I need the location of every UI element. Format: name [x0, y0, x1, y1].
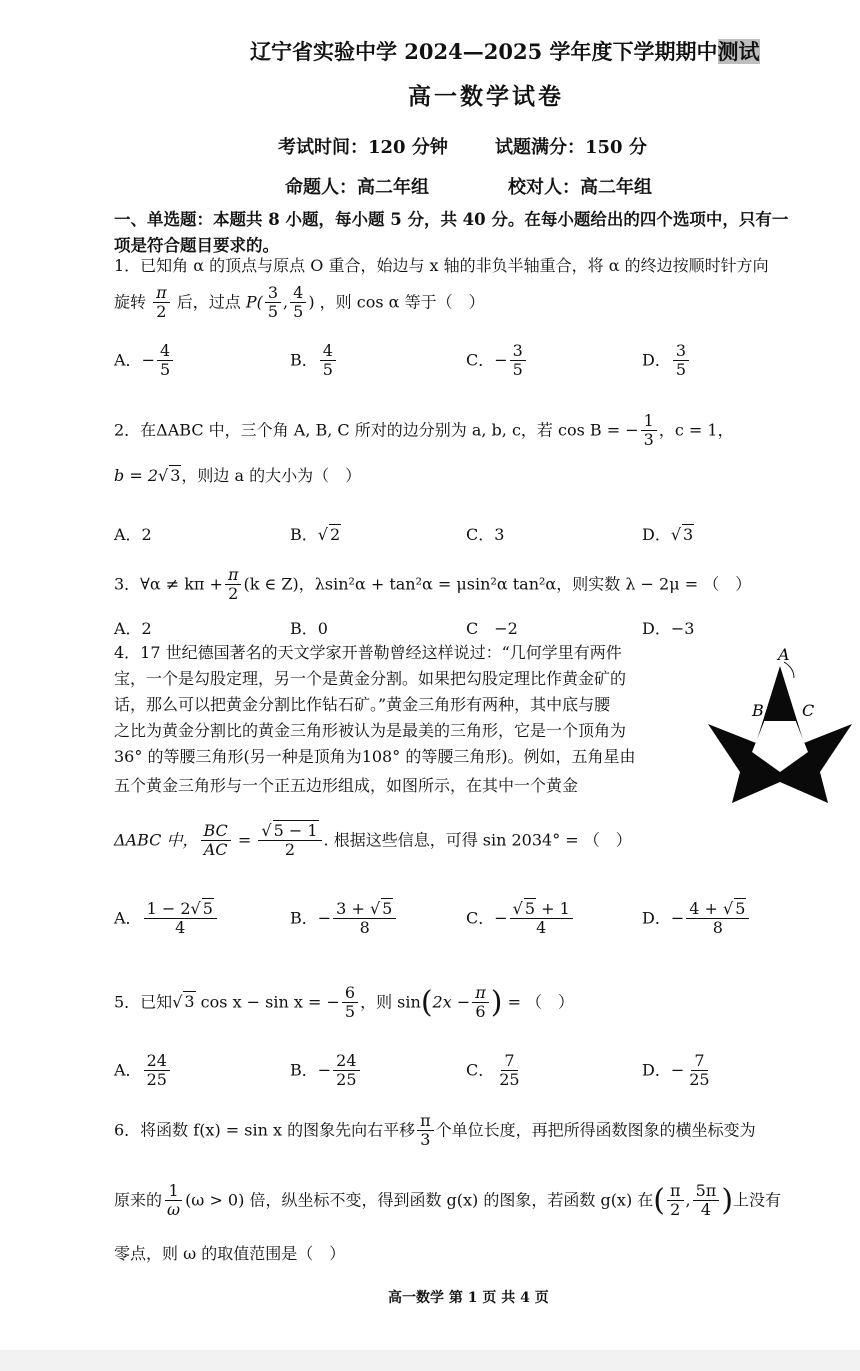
- q3-frac-pi-2: $\frac{\pi}{2}$: [225, 566, 242, 604]
- radicand: 5: [382, 899, 393, 918]
- frac: $\frac{3 + √ 5}{8}$: [333, 900, 396, 938]
- q2-text-ask: ，则边 a 的大小为（ ）: [181, 466, 362, 485]
- author: 命题人：高二年组: [285, 177, 429, 198]
- q4-line-1: 4．17 世纪德国著名的天文学家开普勒曾经这样说过：“几何学里有两件: [114, 643, 622, 662]
- q2-cosb: cos B = −: [558, 420, 639, 440]
- label-a: A: [778, 645, 790, 664]
- q2-frac-1-3: $\frac{1}{3}$: [641, 412, 657, 450]
- expr: 3 +: [336, 899, 370, 918]
- bottom-strip: [0, 1350, 860, 1371]
- sqrt-sign: √: [512, 899, 523, 918]
- q3-text-b: (k ∈ Z)，λsin²α + tan²α = μsin²α tan²α，则实数 λ − 2μ = （ ）: [243, 574, 752, 594]
- frac: $\frac{24}{25}$: [144, 1052, 170, 1090]
- proofreader: 校对人：高二年组: [508, 177, 652, 198]
- frac: $\frac{7}{25}$: [689, 1051, 710, 1090]
- q4-option-d[interactable]: [642, 900, 751, 938]
- section-heading-line2: 项是符合题目要求的。: [114, 236, 279, 255]
- q3-option-c[interactable]: C −2: [466, 619, 518, 638]
- sqrt-sign: √: [172, 992, 183, 1012]
- option-letter: C．: [466, 1060, 495, 1080]
- angle-arc: [784, 662, 794, 678]
- q4-frac-golden: $\frac{√ 5 - 1}{2}$: [258, 822, 321, 860]
- label-b: B: [752, 701, 764, 720]
- section-heading-line1: 一、单选题：本题共 8 小题，每小题 5 分，共 40 分。在每小题给出的四个选项中，只有一: [114, 210, 789, 229]
- q5-frac-6-5: $\frac{6}{5}$: [342, 984, 358, 1022]
- radicand: 3: [184, 992, 195, 1012]
- q6-stem-line3: 零点，则 ω 的取值范围是（ ）: [114, 1244, 346, 1263]
- sqrt-sign: √: [723, 899, 734, 918]
- radicand: 2: [329, 525, 341, 544]
- frac: $\frac{4}{5}$: [320, 342, 336, 380]
- q4-option-b[interactable]: [290, 900, 398, 938]
- q1-option-d[interactable]: [642, 342, 691, 380]
- option-letter: C．: [466, 908, 495, 928]
- q5-text-c: ，则 sin: [360, 992, 421, 1012]
- q4-option-a[interactable]: [114, 900, 219, 938]
- q5-option-a[interactable]: [114, 1052, 172, 1090]
- paren: ): [721, 1182, 734, 1218]
- minus-sign: −: [317, 908, 332, 928]
- q2-text-c: ，c = 1，: [658, 420, 734, 440]
- q3-option-b[interactable]: B．0: [290, 619, 328, 638]
- q4-text-abc: ΔABC 中，: [114, 830, 199, 850]
- q6-frac-1-omega: $\frac{1}{\omega}$: [167, 1181, 181, 1220]
- q1-cos-alpha: cos α: [356, 292, 400, 312]
- full-score: 试题满分：150 分: [495, 137, 647, 158]
- paren: (: [653, 1182, 666, 1218]
- q4-option-c[interactable]: [466, 900, 575, 938]
- frac: $\frac{√ 5 + 1}{4}$: [510, 900, 573, 938]
- option-letter: D．: [642, 525, 671, 544]
- q1-stem-line1: 1．已知角 α 的顶点与原点 O 重合，始边与 x 轴的非负半轴重合，将 α 的终边按顺时针方向: [114, 256, 769, 275]
- paper-title: 高一数学试卷: [408, 83, 564, 110]
- q6-stem-line2: [114, 1182, 781, 1220]
- q4-frac-bc-ac: $\frac{BC}{AC}$: [201, 822, 231, 860]
- q3-text-a: 3．∀α ≠ kπ +: [114, 574, 223, 594]
- q1-option-b[interactable]: [290, 342, 338, 380]
- q1-frac-4-5: $\frac{4}{5}$: [290, 284, 306, 322]
- minus-sign: −: [494, 908, 508, 928]
- q3-option-d[interactable]: D．−3: [642, 619, 695, 638]
- q6-text-d: (ω > 0) 倍，纵坐标不变，得到函数 g(x) 的图象，若函数 g(x) 在: [185, 1190, 654, 1210]
- q5-expr: 2x −: [432, 992, 471, 1012]
- q1-option-c[interactable]: [466, 342, 528, 380]
- q6-frac-pi-3: $\frac{\pi}{3}$: [417, 1112, 434, 1150]
- option-letter: D．: [642, 1060, 671, 1080]
- expr: 4 +: [689, 899, 724, 918]
- minus-sign: −: [670, 908, 685, 928]
- q6-text-a: 6．将函数 f(x) = sin x 的图象先向右平移: [114, 1120, 416, 1140]
- q2-text: 2．在ΔABC 中，三个角 A, B, C 所对的边分别为 a, b, c，若: [114, 420, 553, 440]
- q2-option-d[interactable]: [642, 522, 694, 545]
- option-letter: A．: [114, 1060, 142, 1080]
- radicand: 5: [524, 899, 536, 918]
- minus-sign: −: [494, 350, 508, 370]
- radicand: 3: [170, 466, 181, 485]
- option-letter: B．: [290, 908, 318, 928]
- q1-frac-3-5: $\frac{3}{5}$: [265, 284, 281, 322]
- comma: ,: [685, 1190, 691, 1210]
- frac: $\frac{7}{25}$: [499, 1051, 520, 1090]
- q5-text-a: 5．已知: [114, 992, 173, 1012]
- option-letter: B．: [290, 525, 318, 544]
- page-footer: 高一数学 第 1 页 共 4 页: [388, 1290, 549, 1306]
- q4-line-3: 话，那么可以把黄金分割比作钻石矿。”黄金三角形有两种，其中底与腰: [114, 695, 611, 714]
- q6-frac-pi-2: $\frac{\pi}{2}$: [667, 1182, 684, 1220]
- school-title: [250, 36, 760, 66]
- frac: $\frac{3}{5}$: [510, 342, 526, 380]
- school-title-tail: 测试: [717, 39, 760, 64]
- comma: ,: [283, 292, 289, 312]
- q1-text-then: ，则: [319, 292, 352, 312]
- paren: (: [420, 984, 433, 1020]
- exam-time: 考试时间：120 分钟: [278, 137, 448, 158]
- radicand: 5: [735, 899, 746, 918]
- q1-frac-pi-2: $\frac{\pi}{2}$: [153, 284, 170, 322]
- q2-option-a[interactable]: A．2: [114, 525, 152, 544]
- q3-option-a[interactable]: A．2: [114, 619, 152, 638]
- q6-text-b: 个单位长度，再把所得函数图象的横坐标变为: [435, 1120, 756, 1140]
- expr: 1 − 2: [146, 899, 191, 918]
- q4-line-2: 宝，一个是勾股定理，另一个是黄金分割。如果把勾股定理比作黄金矿的: [114, 669, 627, 688]
- q6-text-e: 上没有: [733, 1190, 782, 1210]
- q5-stem: [114, 984, 574, 1022]
- q2-stem-line1: [114, 412, 734, 450]
- q5-text-d: = （ ）: [507, 992, 575, 1012]
- paren: ): [490, 984, 503, 1020]
- frac: $\frac{4 + √ 5}{8}$: [686, 900, 749, 938]
- radicand: 5: [202, 899, 213, 918]
- frac: $\frac{3}{5}$: [673, 342, 689, 380]
- q3-stem: [114, 566, 751, 604]
- frac: $\frac{4}{5}$: [157, 342, 173, 380]
- q4-line-7: ΔABC 中， $\frac{BC}{AC}$ = $\frac{√ 5 - 1}{2}$ . 根据这些信息，可得 sin 2034° = （ ）: [114, 821, 632, 860]
- q5-frac-pi-6: $\frac{\pi}{6}$: [472, 984, 489, 1022]
- minus-sign: −: [670, 1060, 685, 1080]
- radicand: 3: [683, 525, 694, 544]
- option-letter: B．: [290, 1060, 318, 1080]
- option-letter: B．: [290, 350, 318, 370]
- q1-text-pass: 后，过点: [176, 292, 241, 312]
- q2-b-eq: b = 2: [114, 466, 158, 485]
- sqrt-sign: √: [369, 899, 381, 918]
- q2-option-b[interactable]: [290, 522, 341, 545]
- q5-option-d[interactable]: [642, 1052, 715, 1090]
- q4-line-6: 五个黄金三角形与一个正五边形组成，如图所示，在其中一个黄金: [114, 776, 579, 795]
- radicand: 5 − 1: [273, 821, 318, 840]
- q6-frac-5pi-4: $\frac{5\pi}{4}$: [693, 1182, 720, 1220]
- q4-text-ask: . 根据这些信息，可得 sin 2034° = （ ）: [323, 830, 632, 850]
- q1-text-equals: 等于（ ）: [404, 292, 485, 312]
- sqrt-sign: √: [670, 525, 682, 544]
- sqrt-sign: √: [317, 525, 328, 544]
- option-letter: A．: [114, 350, 142, 370]
- paren: ): [308, 292, 315, 312]
- sqrt-sign: √: [261, 821, 272, 840]
- q2-option-c[interactable]: C．3: [466, 525, 505, 544]
- q5-option-c[interactable]: [466, 1052, 525, 1090]
- label-c: C: [802, 701, 815, 720]
- q1-point-p: P(: [245, 292, 263, 312]
- expr: + 1: [536, 899, 570, 918]
- option-letter: D．: [642, 350, 671, 370]
- frac: $\frac{1 - 2√ 5}{4}$: [144, 900, 217, 938]
- school-title-main: 辽宁省实验中学 2024—2025 学年度下学期期中: [250, 39, 718, 64]
- sqrt-sign: √: [158, 466, 169, 485]
- q1-stem-line2: [114, 284, 485, 322]
- q6-text-c: 原来的: [114, 1190, 163, 1210]
- q4-line-4: 之比为黄金分割比的黄金三角形被认为是最美的三角形，它是一个顶角为: [114, 721, 627, 740]
- q2-stem-line2: [114, 468, 361, 484]
- q5-text-b: cos x − sin x = −: [200, 992, 340, 1012]
- minus-sign: −: [317, 1060, 332, 1080]
- q1-option-a[interactable]: [114, 342, 175, 380]
- sqrt-sign: √: [190, 899, 201, 918]
- pentagram-figure: [700, 640, 860, 815]
- frac: $\frac{24}{25}$: [333, 1052, 359, 1090]
- minus-sign: −: [141, 350, 155, 370]
- q4-line-5: 36° 的等腰三角形(另一种是顶角为108° 的等腰三角形)。例如，五角星由: [114, 747, 636, 766]
- q5-option-b[interactable]: [290, 1052, 362, 1090]
- option-letter: A．: [114, 908, 142, 928]
- q6-stem-line1: [114, 1112, 756, 1150]
- option-letter: C．: [466, 350, 495, 370]
- option-letter: D．: [642, 908, 671, 928]
- q1-text-rotate: 旋转: [114, 292, 147, 312]
